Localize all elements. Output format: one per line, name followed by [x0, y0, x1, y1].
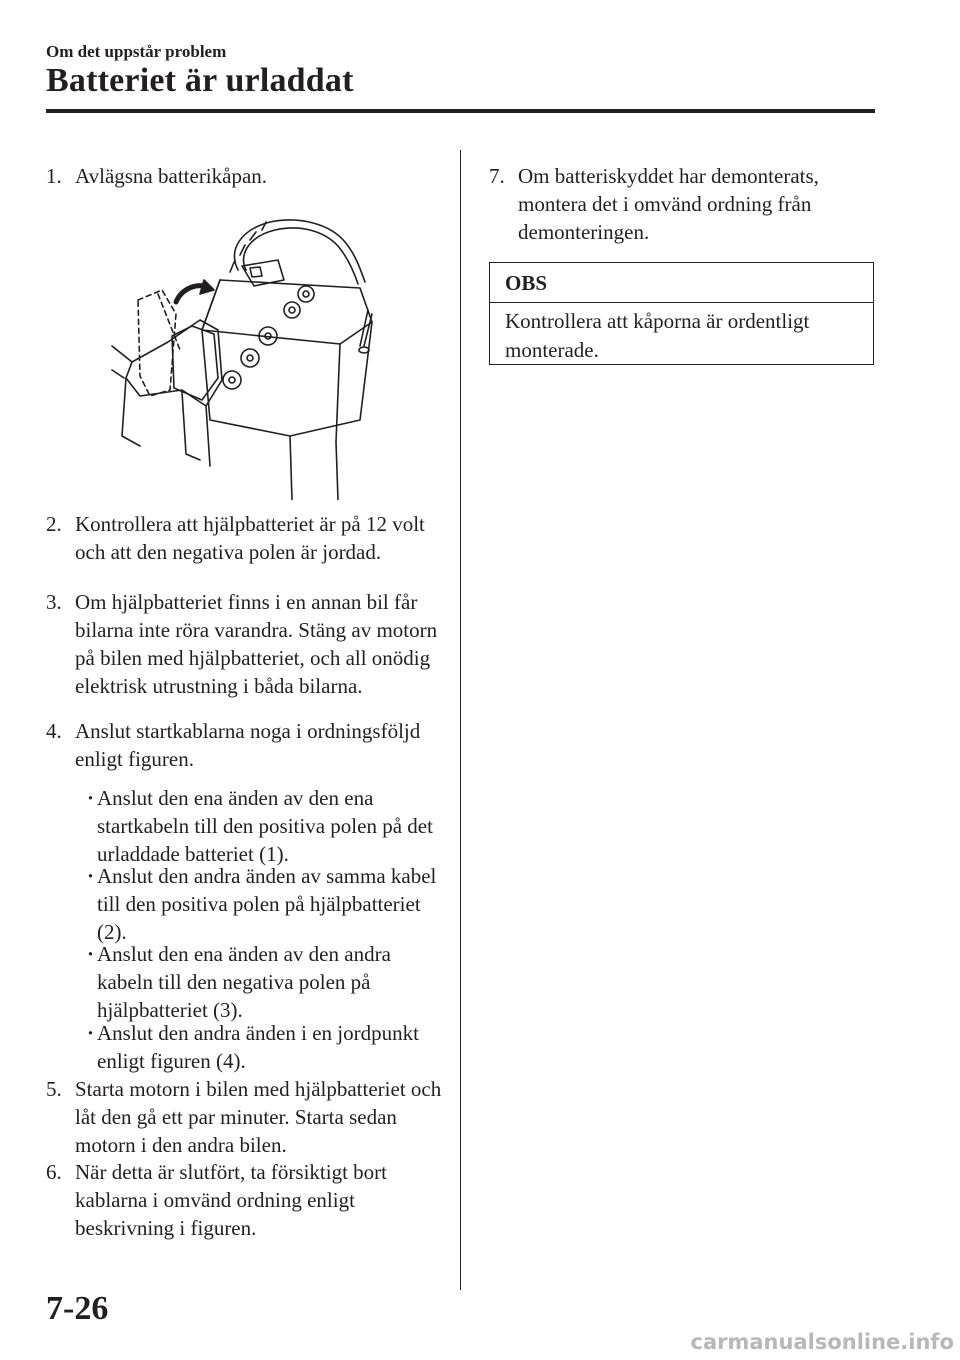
step-text: Om batteriskyddet har demonterats, montera det i omvänd ordning från demonteringen. — [518, 164, 819, 244]
step-text: Anslut startkablarna noga i ordningsföljd enligt figuren. — [75, 719, 421, 771]
step-1 — [46, 162, 446, 190]
bullet-item — [87, 940, 437, 1024]
column-divider — [460, 150, 461, 1290]
step-number: 6. — [46, 1160, 62, 1184]
step-text: Avlägsna batterikåpan. — [75, 164, 268, 188]
step-5 — [46, 1075, 446, 1159]
step-number: 1. — [46, 164, 62, 188]
step-number: 4. — [46, 719, 62, 743]
bullet-icon: · — [87, 1021, 95, 1045]
step-text: Starta motorn i bilen med hjälpbatteriet och låt den gå ett par minuter. Starta sedan motorn i den andra bilen. — [75, 1077, 442, 1157]
step-2 — [46, 510, 446, 566]
bullet-text: Anslut den andra änden i en jordpunkt enligt figuren (4). — [97, 1021, 419, 1073]
title-rule — [46, 109, 875, 113]
battery-cover-illustration — [110, 210, 410, 500]
step-text: Om hjälpbatteriet finns i en annan bil får bilarna inte röra varandra. Stäng av motorn på bilen med hjälpbatteriet, och all onödig elektrisk utrustning i båda bilarna. — [75, 590, 438, 698]
step-number: 3. — [46, 590, 62, 614]
step-number: 2. — [46, 512, 62, 536]
bullet-item — [87, 1019, 437, 1075]
note-box — [489, 262, 874, 365]
step-4 — [46, 717, 446, 773]
note-heading: OBS — [490, 263, 873, 303]
bullet-icon: · — [87, 942, 95, 966]
bullet-icon: · — [87, 864, 95, 888]
step-text: Kontrollera att hjälpbatteriet är på 12 volt och att den negativa polen är jordad. — [75, 512, 425, 564]
bullet-text: Anslut den andra änden av samma kabel till den positiva polen på hjälpbatteriet (2). — [97, 864, 437, 944]
note-body: Kontrollera att kåporna är ordentligt monterade. — [505, 309, 810, 362]
battery-cover-removal-icon — [110, 210, 410, 500]
step-3 — [46, 588, 446, 700]
bullet-text: Anslut den ena änden av den ena startkabeln till den positiva polen på det urladdade batteriet (1). — [97, 786, 433, 866]
page-title: Batteriet är urladdat — [46, 62, 354, 99]
step-6 — [46, 1158, 446, 1242]
breadcrumb: Om det uppstår problem — [46, 42, 227, 61]
bullet-text: Anslut den ena änden av den andra kabeln till den negativa polen på hjälpbatteriet (3). — [97, 942, 391, 1022]
watermark: carmanualsonline.info — [690, 1330, 954, 1354]
step-text: När detta är slutfört, ta försiktigt bort kablarna i omvänd ordning enligt beskrivning i figuren. — [75, 1160, 387, 1240]
step-7 — [489, 162, 869, 246]
bullet-item — [87, 784, 437, 868]
bullet-icon: · — [87, 786, 95, 810]
step-number: 7. — [489, 164, 505, 188]
page-number: 7-26 — [46, 1290, 109, 1327]
step-number: 5. — [46, 1077, 62, 1101]
bullet-item — [87, 862, 437, 946]
